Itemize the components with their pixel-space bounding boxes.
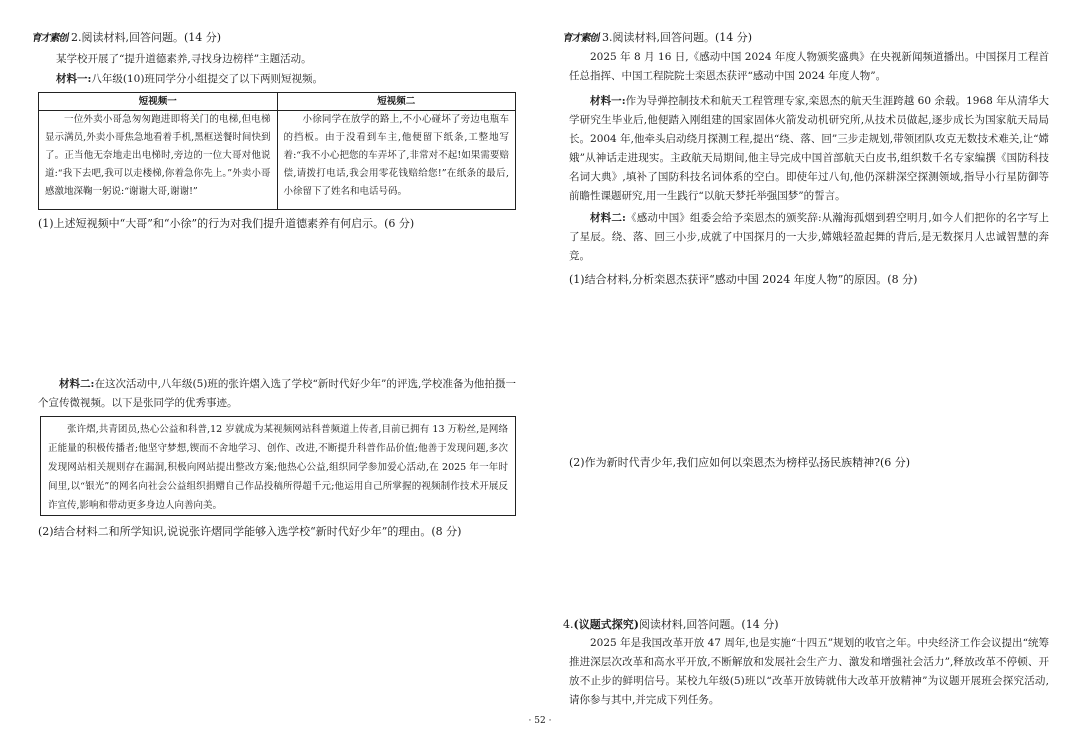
question-2-2: (2)结合材料二和所学知识,说说张许熠同学能够入选学校“新时代好少年”的理由。(8 分) [38,525,462,538]
question-2-intro: 某学校开展了“提升道德素养,寻找身边榜样”主题活动。 [56,53,312,65]
question-2-1: (1)上述短视频中“大哥”和“小徐”的行为对我们提升道德素养有何启示。(6 分) [38,217,415,230]
question-3-intro: 2025 年 8 月 16 日,《感动中国 2024 年度人物颁奖盛典》在央视新闻频道播出。中国探月工程首任总指挥、中国工程院院士栾恩杰获评“感动中国 2024 年度人物”。 [569,51,1049,82]
video-2-header: 短视频二 [277,93,516,111]
page-number: · 52 · [528,716,552,726]
video-1-content: 一位外卖小哥急匆匆跑进即将关门的电梯,但电梯显示满员,外卖小哥焦急地看着手机,黑框送餐时间快到了。正当他无奈地走出电梯时,旁边的一位大哥对他说道:“我下去吧,我可以走楼梯,你着急你先上。”外卖小哥感激地深鞠一躬说:“谢谢大哥,谢谢!” [39,111,278,210]
question-3-material-2: 材料二:《感动中国》组委会给予栾恩杰的颁奖辞:从瀚海孤烟到碧空明月,如今人们把你的名字写上了星辰。绕、落、回三小步,成就了中国探月的一大步,嫦娥轻盈起舞的背后,是无数探月人忠诚智慧的奔竞。 [569,212,1049,262]
question-3-material-1: 材料一:作为导弹控制技术和航天工程管理专家,栾恩杰的航天生涯跨越 60 余载。1968 年从清华大学研究生毕业后,他便踏入刚组建的国家固体火箭发动机研究所,从技术员做起,逐步成长为国家航天局局长。2004 年,他牵头启动绕月探测工程,提出“绕、落、回”三步走规划,带领团队攻克无数技术难关,让“嫦娥”从神话走进现实。主政航天局期间,他主导完成中国首部航天白皮书,组织数千名专家编撰《国防科技名词大典》,填补了国防科技名词体系的空白。即使年过八旬,他仍深耕深空探测领域,指导小行星防御等前瞻性课题研究,用一生践行“以航天梦托举强国梦”的誓言。 [569,95,1049,202]
question-3-heading: 育才素创 3.阅读材料,回答问题。(14 分) [562,31,753,44]
question-3-1: (1)结合材料,分析栾恩杰获评“感动中国 2024 年度人物”的原因。(8 分) [569,273,918,286]
video-1-header: 短视频一 [39,93,278,111]
question-2-heading: 育才素创 2.阅读材料,回答问题。(14 分) [31,31,222,44]
material-2: 材料二:在这次活动中,八年级(5)班的张许熠入选了学校“新时代好少年”的评选,学校准备为他拍摄一个宣传微视频。以下是张同学的优秀事迹。 [38,378,516,409]
question-4-body: 2025 年是我国改革开放 47 周年,也是实施“十四五”规划的收官之年。中央经济工作会议提出“统筹推进深层次改革和高水平开放,不断解放和发展社会生产力、激发和增强社会活力”,释放改革不停顿、开放不止步的鲜明信号。某校九年级(5)班以“改革开放铸就伟大改革开放精神”为议题开展班会探究活动,请你参与其中,并完成下列任务。 [569,637,1049,706]
short-video-table [38,92,516,210]
question-3-2: (2)作为新时代青少年,我们应如何以栾恩杰为榜样弘扬民族精神?(6 分) [569,456,911,469]
student-deeds-box: 张许熠,共青团员,热心公益和科普,12 岁就成为某视频网站科普频道上传者,目前已拥有 13 万粉丝,是网络正能量的积极传播者;他坚守梦想,锲而不舍地学习、创作、改进,不断提升科普作品价值;他善于发现问题,多次发现网站相关规则存在漏洞,积极向网站提出整改方案;他热心公益,组织同学参加爱心活动,在 2025 年一年时间里,以“银光”的网名向社会公益组织捐赠自己作品投稿所得超千元;他运用自己所掌握的视频制作技术开展反诈宣传,影响和带动更多身边人向善向美。 [40,416,516,516]
material-1: 材料一:八年级(10)班同学分小组提交了以下两则短视频。 [56,73,323,85]
publisher-logo: 育才素创 [31,33,69,44]
topic-inquiry-tag: (议题式探究) [573,618,639,631]
question-4-heading: 4.(议题式探究)阅读材料,回答问题。(14 分) [563,618,779,631]
video-2-content: 小徐同学在放学的路上,不小心碰坏了旁边电瓶车的挡板。由于没看到车主,他便留下纸条,工整地写着:“我不小心把您的车弄坏了,非常对不起!如果需要赔偿,请拨打电话,我会用零花钱赔给您!”在纸条的最后,小徐留下了姓名和电话号码。 [277,111,516,210]
publisher-logo: 育才素创 [562,33,600,44]
